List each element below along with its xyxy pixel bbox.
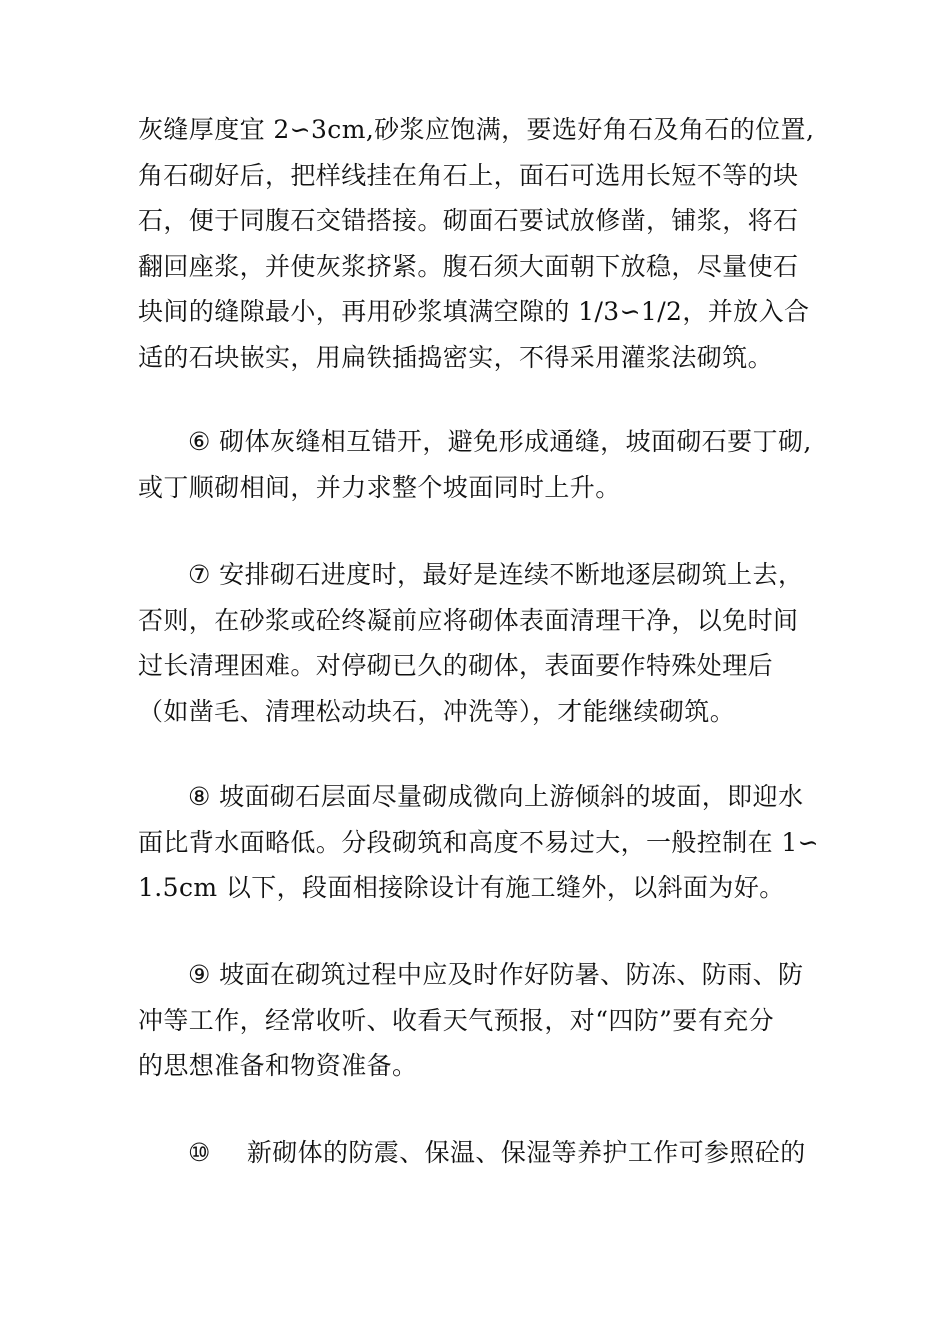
paragraph-continuation — [138, 107, 822, 380]
text-line: 的思想准备和物资准备。 — [138, 1051, 418, 1080]
paragraph-7 — [138, 552, 822, 734]
text-line: 或丁顺砌相间，并力求整个坡面同时上升。 — [138, 472, 621, 502]
text-line-first — [138, 952, 822, 998]
text-line: 面比背水面略低。分段砌筑和高度不易过大，一般控制在 1∽ — [138, 827, 820, 857]
item-number: ⑥ — [188, 427, 211, 456]
item-number: ⑨ — [188, 960, 211, 989]
text-line: （如凿毛、清理松动块石，冲洗等），才能继续砌筑。 — [138, 696, 736, 726]
text-line: 砌体灰缝相互错开，避免形成通缝，坡面砌石要丁砌, — [219, 427, 812, 456]
text-line: 新砌体的防震、保温、保湿等养护工作可参照砼的 — [246, 1138, 806, 1167]
text-line: 翻回座浆，并使灰浆挤紧。腹石须大面朝下放稳，尽量使石 — [138, 251, 799, 281]
text-line: 冲等工作，经常收听、收看天气预报，对“四防”要有充分 — [138, 1005, 774, 1035]
text-line-first — [138, 552, 822, 598]
text-line: 灰缝厚度宜 2∽3cm,砂浆应饱满，要选好角石及角石的位置, — [138, 115, 815, 144]
paragraph-10 — [138, 1130, 822, 1176]
paragraph-9 — [138, 952, 822, 1089]
item-number: ⑩ — [188, 1138, 211, 1167]
text-line: 否则，在砂浆或砼终凝前应将砌体表面清理干净，以免时间 — [138, 605, 799, 635]
text-line: 安排砌石进度时，最好是连续不断地逐层砌筑上去， — [219, 560, 804, 589]
item-number: ⑦ — [188, 560, 211, 589]
item-number: ⑧ — [188, 782, 211, 811]
text-line: 块间的缝隙最小，再用砂浆填满空隙的 1/3∽1/2，并放入合 — [138, 297, 810, 326]
text-line: 坡面在砌筑过程中应及时作好防暑、防冻、防雨、防 — [219, 960, 804, 989]
text-line-first — [138, 774, 822, 820]
text-line: 坡面砌石层面尽量砌成微向上游倾斜的坡面，即迎水 — [219, 782, 804, 811]
text-line: 角石砌好后，把样线挂在角石上，面石可选用长短不等的块 — [138, 160, 799, 190]
text-line: 过长清理困难。对停砌已久的砌体，表面要作特殊处理后 — [138, 651, 774, 680]
paragraph-6 — [138, 419, 822, 510]
text-line: 1.5cm 以下，段面相接除设计有施工缝外，以斜面为好。 — [138, 873, 785, 902]
text-line-first — [138, 419, 822, 465]
text-line-first — [138, 1130, 822, 1176]
text-line: 石，便于同腹石交错搭接。砌面石要试放修凿，铺浆，将石 — [138, 206, 799, 235]
text-line: 适的石块嵌实，用扁铁插捣密实，不得采用灌浆法砌筑。 — [138, 342, 774, 372]
paragraph-8 — [138, 774, 822, 911]
